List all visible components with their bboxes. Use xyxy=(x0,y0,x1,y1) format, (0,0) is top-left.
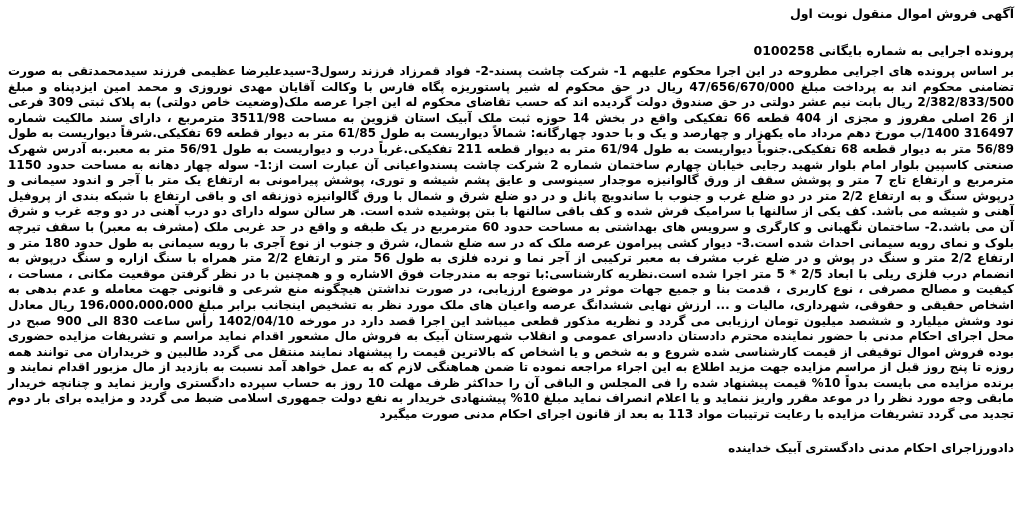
signature-line: دادورزاجرای احکام مدنی دادگستری آبیک خداینده xyxy=(728,440,1014,455)
notice-title: آگهی فروش اموال منقول نوبت اول xyxy=(789,6,1014,21)
auction-notice xyxy=(8,4,1014,514)
file-reference: پرونده اجرایی به شماره بایگانی 0100258 xyxy=(753,43,1014,58)
notice-body: بر اساس پرونده های اجرایی مطروحه در این اجرا محکوم علیهم 1- شرکت چاشت پسند-2- فواد قمرزاد فرزند رسول3-سیدعلیرضا عظیمی فرزند سیدمحمدتقی به صورت تضامنی محکوم اند به پرداخت مبلغ 47/656/670/000 ریال در حق محکوم له شیر پاستوریزه پگاه فارس با وکالت آقایان مهدی نوروزی و محمد امین ایزدپناه و مبلغ 2/382/833/500 ریال بابت نیم عشر دولتی در حق صندوق دولت گردیده اند که حسب تقاضای محکوم له این اجرا عرصه ملک(وضعیت خاص دولتی) به پلاک ثبتی 309 فرعی از 26 اصلی مفروز و مجزی از 404 قطعه 66 تفکیکی واقع در بخش 14 حوزه ثبت ملک آبیک استان قزوین به مساحت 3511/98 مترمربع ، دارای سند مالکیت شماره 316497 1400/ب مورخ دهم مرداد ماه یکهزار و چهارصد و یک و با حدود چهارگانه: شمالاً دیواریست به طول 61/85 متر به دیوار قطعه 69 تفکیکی.شرقاً دیواریست به طول 56/89 متر به دیوار قطعه 68 تفکیکی.جنوباً دیواریست به طول 61/94 متر به دیوار قطعه 211 تفکیکی.غرباً درب و دیواریست به طول 56/91 متر به معبر.به آدرس شهرک صنعتی کاسپین بلوار امام بلوار شهید رجایی خیابان چهارم ساختمان شماره 2 شرکت چاشت پسندواعیانی آن عبارت است از:1- سوله چهار دهانه به مساحت حدود 1150 مترمربع و ارتفاع تاج 7 متر و پوشش سقف از ورق گالوانیزه موجدار سینوسی و عایق پشم شیشه و توری، پوشش پیرامونی به ارتفاع یک متر با آجر و اندود سیمانی و درپوش سنگ و به ارتفاع 2/2 متر در دو ضلع غرب و جنوب با ساندویچ پانل و در دو ضلع شرق و شمال با ورق گالوانیزه ذوزنقه ای و باقی ارتفاع با شبکه بندی از پروفیل آهنی و شیشه می باشد. کف یکی از سالنها با سرامیک فرش شده و کف باقی سالنها با بتن پوشیده شده است. هر سالن سوله دارای دو درب آهنی در دو وجه غرب و شرق آن می باشد.2- ساختمان نگهبانی و کارگری و سرویس های بهداشتی به مساحت حدود 60 مترمربع در یک طبقه و واقع در حد غربی ملک (مشرف به معبر) با سقف تیرچه بلوک و نمای رویه سیمانی احداث شده است.3- دیوار کشی پیرامون عرصه ملک که در سه ضلع شمال، شرق و جنوب از نوع آجری با رویه سیمانی به طول حدود 180 متر و ارتفاع 2/2 متر و سنگ در پوش و در ضلع غرب مشرف به معبر ترکیبی از آجر نما و نرده فلزی به طول 56 متر و ارتفاع 2/2 متر همراه با سنگ ازاره و سنگ درپوش به انضمام درب فلزی ریلی با ابعاد 2/5 * 5 متر اجرا شده است.نظریه کارشناسی:با توجه به مندرجات فوق الاشاره و و همچنین با در نظر گرفتن موقعیت مکانی ، مساحت ، کیفیت و مصالح مصرفی ، نوع کاربری ، قدمت بنا و جمیع جهات موثر در موضوع ارزیابی، در صورت نداشتن هیچگونه منع شرعی و قانونی جهت معامله و عدم بدهی به اشخاص حقیقی و حقوقی، شهرداری، مالیات و ... ارزش نهایی ششدانگ عرصه واعیان های ملک مورد نظر به تشخیص اینجانب برابر مبلغ 196،000،000،000 ریال معادل نود وشش میلیارد و ششصد میلیون تومان ارزیابی می گردد و نظریه مذکور قطعی میباشد این اجرا قصد دارد در مورخه 1402/04/10 رأس ساعت 830 الی 900 صبح در محل اجرای احکام مدنی با حضور نماینده محترم دادستان دادسرای عمومی و انقلاب شهرستان آبیک به فروش مال مشعور اقدام نماید مراسم و تشریفات مزایده حضوری بوده فروش اموال توقیفی از قیمت کارشناسی شده شروع و به شخص و یا اشخاص که بالاترین قیمت را پیشنهاد نمایند منتقل می گردد طالبین و خریداران می توانند همه روزه تا پنج روز قبل از مراسم مزایده جهت مزید اطلاع به این اجراء مراجعه نموده تا ضمن هماهنگی لازم که به عمل خواهد آمد نسبت به بازدید از مال مزبور اقدام نمایند و برنده مزایده می بایست بدواً 10% قیمت پیشنهاد شده را فی المجلس و الباقی آن را حداکثر ظرف مهلت 10 روز به حساب سپرده دادگستری واریز نماید و چنانچه خریدار مابقی وجه مورد نظر را در موعد مقرر واریز ننماید و یا اعلام انصراف نماید مبلغ 10% پیشنهادی خریدار به نفع دولت جمهوری اسلامی ضبط می گردد و مزایده برای بار دوم تجدید می گردد تشریفات مزایده با رعایت ترتیبات مواد 113 به بعد از قانون اجرای احکام مدنی صورت میگیرد xyxy=(8,64,1015,422)
spacer xyxy=(8,23,1014,41)
